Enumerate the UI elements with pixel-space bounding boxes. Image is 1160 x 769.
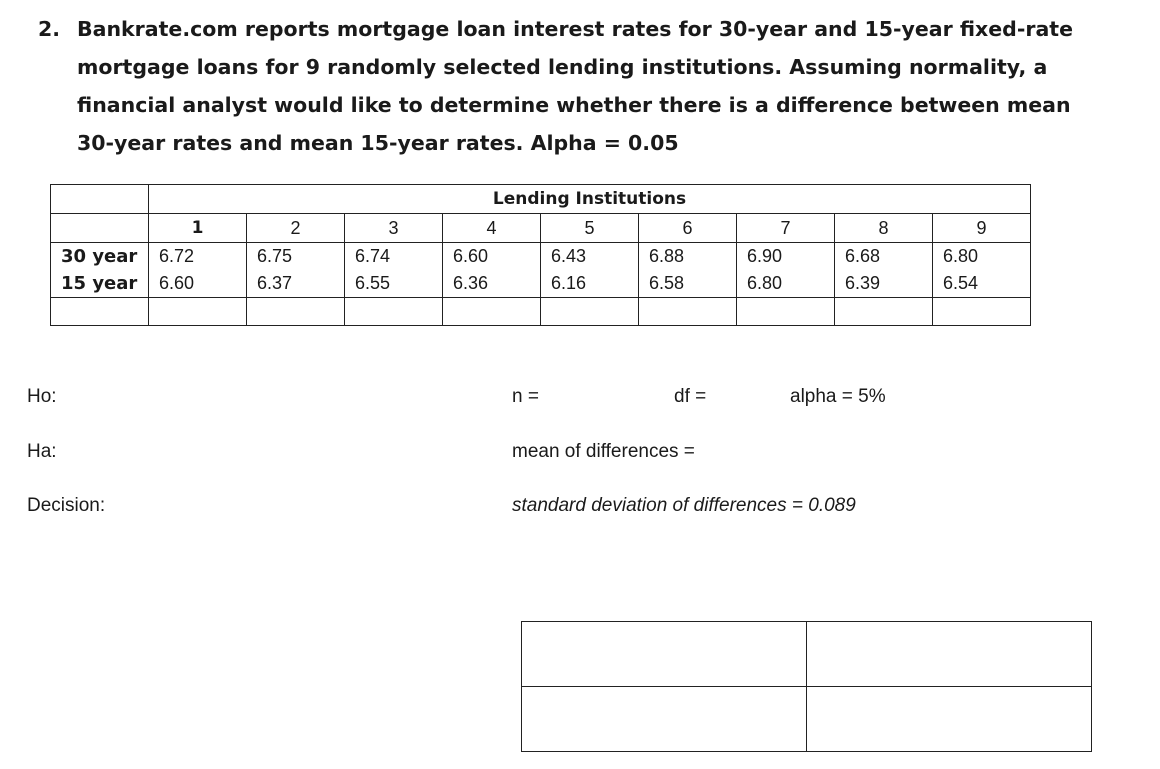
rate-cell: 6.60 [443, 243, 541, 271]
decision-label: Decision: [27, 495, 106, 516]
answer-cell [807, 622, 1092, 687]
empty-cell [443, 298, 541, 326]
answer-cell [807, 687, 1092, 752]
empty-cell [737, 298, 835, 326]
problem-statement [38, 10, 1088, 162]
std-dev-of-differences-label: standard deviation of differences = 0.089 [512, 495, 856, 516]
lending-institutions-header: Lending Institutions [149, 185, 1031, 214]
table-row-15-year [51, 270, 1031, 298]
row-label: 30 year [51, 243, 149, 271]
row-label: 15 year [51, 270, 149, 298]
rate-cell: 6.90 [737, 243, 835, 271]
institution-header: 1 [149, 214, 247, 243]
empty-cell [345, 298, 443, 326]
empty-cell [247, 298, 345, 326]
rate-cell: 6.54 [933, 270, 1031, 298]
institution-number-row [51, 214, 1031, 243]
rate-cell: 6.36 [443, 270, 541, 298]
rate-cell: 6.74 [345, 243, 443, 271]
empty-cell [51, 298, 149, 326]
empty-cell [835, 298, 933, 326]
sample-size-label: n = [512, 386, 539, 407]
rate-cell: 6.75 [247, 243, 345, 271]
problem-text: Bankrate.com reports mortgage loan interest rates for 30-year and 15-year fixed-rate mortgage loans for 9 randomly selected lending institutions. Assuming normality, a financial analyst would like to determine whether there is a difference between mean 30-year rates and mean 15-year rates. Alpha = 0.05 [77, 17, 1073, 155]
table-empty-row [51, 298, 1031, 326]
institution-header: 6 [639, 214, 737, 243]
empty-cell [639, 298, 737, 326]
table-group-header-row [51, 185, 1031, 214]
institution-header: 7 [737, 214, 835, 243]
table-corner-cell [51, 214, 149, 243]
empty-cell [149, 298, 247, 326]
rate-cell: 6.58 [639, 270, 737, 298]
rate-cell: 6.43 [541, 243, 639, 271]
institution-header: 5 [541, 214, 639, 243]
alpha-label: alpha = 5% [790, 386, 886, 407]
table-corner-cell [51, 185, 149, 214]
institution-header: 3 [345, 214, 443, 243]
rate-cell: 6.72 [149, 243, 247, 271]
problem-number: 2. [38, 17, 61, 41]
institution-header: 4 [443, 214, 541, 243]
table-row-30-year [51, 243, 1031, 271]
rates-table [50, 184, 1031, 326]
alternative-hypothesis-label: Ha: [27, 441, 57, 462]
institution-header: 9 [933, 214, 1031, 243]
mean-of-differences-label: mean of differences = [512, 441, 695, 462]
empty-cell [933, 298, 1031, 326]
rate-cell: 6.60 [149, 270, 247, 298]
degrees-of-freedom-label: df = [674, 386, 707, 407]
rate-cell: 6.80 [933, 243, 1031, 271]
answer-cell [522, 622, 807, 687]
answer-cell [522, 687, 807, 752]
rate-cell: 6.80 [737, 270, 835, 298]
rate-cell: 6.68 [835, 243, 933, 271]
rate-cell: 6.55 [345, 270, 443, 298]
empty-cell [541, 298, 639, 326]
answer-grid [521, 621, 1092, 752]
rate-cell: 6.16 [541, 270, 639, 298]
null-hypothesis-label: Ho: [27, 386, 57, 407]
rate-cell: 6.37 [247, 270, 345, 298]
institution-header: 2 [247, 214, 345, 243]
institution-header: 8 [835, 214, 933, 243]
rate-cell: 6.88 [639, 243, 737, 271]
rate-cell: 6.39 [835, 270, 933, 298]
